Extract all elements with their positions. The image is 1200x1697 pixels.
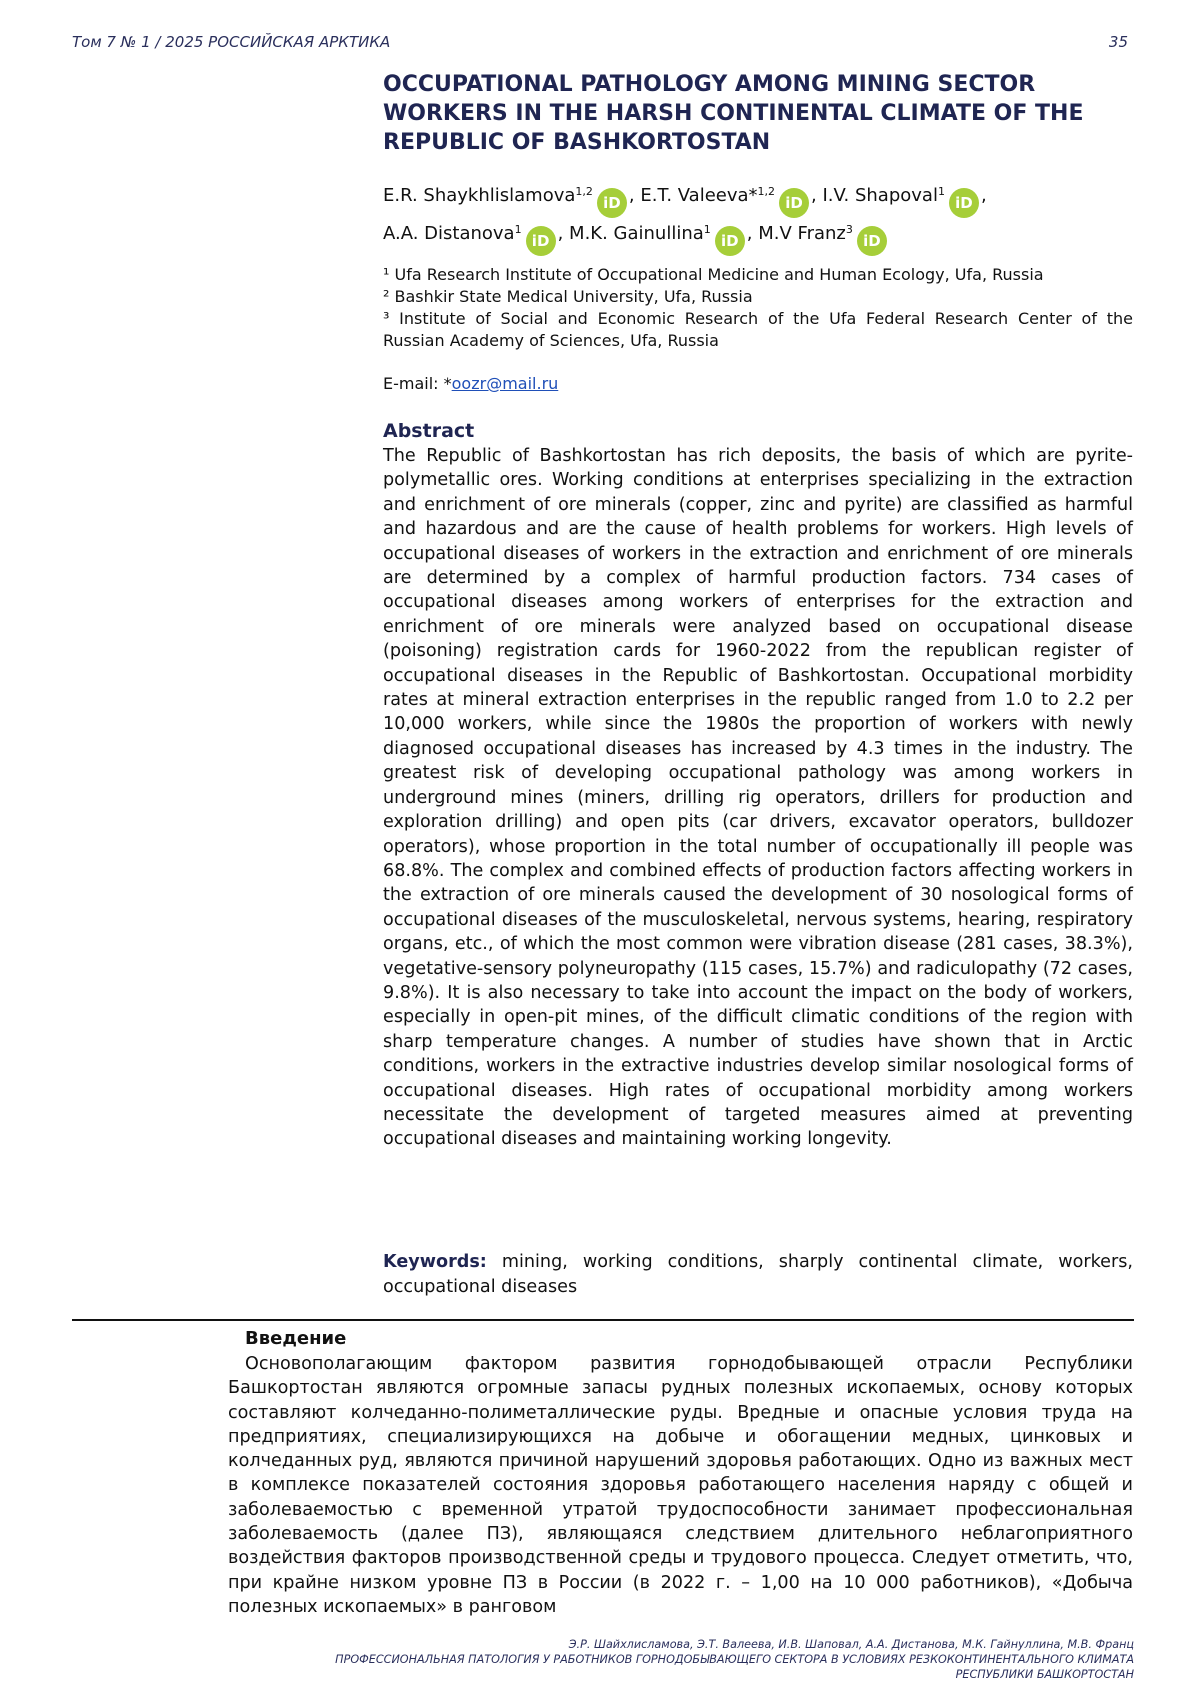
author-name: I.V. Shapoval xyxy=(822,185,938,206)
orcid-icon[interactable]: iD xyxy=(526,226,556,256)
affiliation-3: ³ Institute of Social and Economic Research of the Ufa Federal Research Center of the Russian Academy of Sciences, Ufa, Russia xyxy=(383,309,1133,350)
author-list: E.R. Shaykhlislamova$^{1,2}$iD , E.T. Valeeva*$^{1,2}$iD , I.V. Shapoval$^1$iD , A.A. Distanova$^1$iD , M.K. Gainullina$^1$iD , M.V Franz$^3$iD xyxy=(383,180,1143,256)
affiliation-1: ¹ Ufa Research Institute of Occupational Medicine and Human Ecology, Ufa, Russia xyxy=(383,265,1044,284)
author-name: M.K. Gainullina xyxy=(569,223,704,244)
footer-authors: Э.Р. Шайхлисламова, Э.Т. Валеева, И.В. Шаповал, А.А. Дистанова, М.К. Гайнуллина, М.В. Франц xyxy=(568,1638,1134,1651)
orcid-icon[interactable]: iD xyxy=(597,188,627,218)
contact-email xyxy=(383,374,558,393)
orcid-icon[interactable]: iD xyxy=(779,188,809,218)
author-name: E.R. Shaykhlislamova xyxy=(383,185,576,206)
author-affiliation: 1 xyxy=(937,185,945,198)
running-footer xyxy=(134,1637,1134,1682)
running-header xyxy=(72,33,1128,53)
keywords-label: Keywords: xyxy=(383,1252,487,1272)
author-affiliation: 3 xyxy=(845,223,853,236)
page-number: 35 xyxy=(1108,33,1128,51)
email-link[interactable]: oozr@mail.ru xyxy=(451,374,559,393)
orcid-icon[interactable]: iD xyxy=(857,226,887,256)
affiliations xyxy=(383,264,1133,352)
orcid-icon[interactable]: iD xyxy=(715,226,745,256)
keywords xyxy=(383,1250,1133,1299)
affiliation-2: ² Bashkir State Medical University, Ufa, Russia xyxy=(383,287,753,306)
abstract-heading: Abstract xyxy=(383,420,475,442)
author-name: M.V Franz xyxy=(758,223,846,244)
keywords-text: mining, working conditions, sharply continental climate, workers, occupational diseases xyxy=(383,1252,1133,1297)
orcid-icon[interactable]: iD xyxy=(949,188,979,218)
intro-heading: Введение xyxy=(245,1328,347,1349)
author-affiliation: 1 xyxy=(514,223,522,236)
abstract-text: The Republic of Bashkortostan has rich deposits, the basis of which are pyrite-polymetallic ores. Working conditions at enterprises specializing in the extraction and enrichment of ore minerals (copper, zinc and pyrite) are classified as harmful and hazardous and are the cause of health problems for workers. High levels of occupational diseases of workers in the extraction and enrichment of ore minerals are determined by a complex of harmful production factors. 734 cases of occupational diseases among workers of enterprises for the extraction and enrichment of ore minerals were analyzed based on occupational disease (poisoning) registration cards for 1960-2022 from the republican register of occupational diseases in the Republic of Bashkortostan. Occupational morbidity rates at mineral extraction enterprises in the republic ranged from 1.0 to 2.2 per 10,000 workers, while since the 1980s the proportion of workers with newly diagnosed occupational diseases has increased by 4.3 times in the industry. The greatest risk of developing occupational pathology was among workers in underground mines (miners, drilling rig operators, drillers for production and exploration drilling) and open pits (car drivers, excavator operators, bulldozer operators), whose proportion in the total number of occupationally ill people was 68.8%. The complex and combined effects of production factors affecting workers in the extraction of ore minerals caused the development of 30 nosological forms of occupational diseases of the musculoskeletal, nervous systems, hearing, respiratory organs, etc., of which the most common were vibration disease (281 cases, 38.3%), vegetative-sensory polyneuropathy (115 cases, 15.7%) and radiculopathy (72 cases, 9.8%). It is also necessary to take into account the impact on the body of workers, especially in open-pit mines, of the difficult climatic conditions of the region with sharp temperature changes. A number of studies have shown that in Arctic conditions, workers in the extractive industries develop similar nosological forms of occupational diseases. High rates of occupational morbidity among workers necessitate the development of targeted measures aimed at preventing occupational diseases and maintaining working longevity. xyxy=(383,446,1133,1150)
footer-title-line1: ПРОФЕССИОНАЛЬНАЯ ПАТОЛОГИЯ У РАБОТНИКОВ ГОРНОДОБЫВАЮЩЕГО СЕКТОРА В УСЛОВИЯХ РЕЗКОКОНТИНЕНТАЛЬНОГО КЛИМАТА xyxy=(335,1653,1134,1666)
author-affiliation: 1,2 xyxy=(575,185,593,198)
author-name: A.A. Distanova xyxy=(383,223,515,244)
email-label: E-mail: * xyxy=(383,374,452,393)
author-affiliation: 1 xyxy=(703,223,711,236)
author-name: E.T. Valeeva* xyxy=(640,185,758,206)
article-title: OCCUPATIONAL PATHOLOGY AMONG MINING SECTOR WORKERS IN THE HARSH CONTINENTAL CLIMATE OF THE REPUBLIC OF BASHKORTOSTAN xyxy=(383,72,1084,155)
journal-issue: Том 7 № 1 / 2025 РОССИЙСКАЯ АРКТИКА xyxy=(72,33,391,51)
intro-text: Основополагающим фактором развития горнодобывающей отрасли Республики Башкортостан являются огромные запасы рудных полезных ископаемых, основу которых составляют колчеданно-полиметаллические руды. Вредные и опасные условия труда на предприятиях, специализирующихся на добыче и обогащении медных, цинковых и колчеданных руд, являются причиной нарушений здоровья работающих. Одно из важных мест в комплексе показателей состояния здоровья работающего населения наряду с общей и заболеваемостью с временной утратой трудоспособности занимает профессиональная заболеваемость (далее ПЗ), являющаяся следствием длительного неблагоприятного воздействия факторов производственной среды и трудового процесса. Следует отметить, что, при крайне низком уровне ПЗ в России (в 2022 г. – 1,00 на 10 000 работников), «Добыча полезных ископаемых» в ранговом xyxy=(228,1354,1133,1617)
section-divider xyxy=(72,1319,1134,1321)
footer-title-line2: РЕСПУБЛИКИ БАШКОРТОСТАН xyxy=(955,1668,1134,1681)
author-affiliation: 1,2 xyxy=(757,185,776,198)
